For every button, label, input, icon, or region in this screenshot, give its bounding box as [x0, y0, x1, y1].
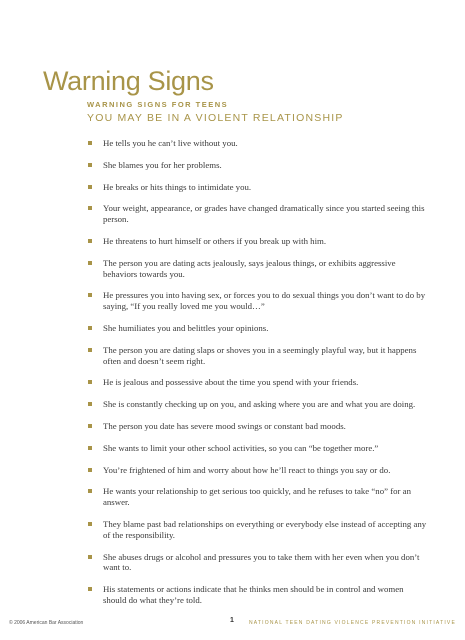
square-bullet-icon [88, 489, 92, 493]
list-item [87, 421, 427, 432]
warning-signs-list [87, 138, 427, 617]
list-item [87, 138, 427, 149]
square-bullet-icon [88, 522, 92, 526]
list-item-text: He threatens to hurt himself or others if you break up with him. [103, 235, 327, 246]
square-bullet-icon [88, 163, 92, 167]
list-item [87, 258, 427, 280]
list-item-text: She wants to limit your other school activities, so you can “be together more.” [103, 442, 379, 453]
list-item-text: The person you are dating slaps or shoves you in a seemingly playful way, but it happens often and doesn’t seem right. [103, 344, 417, 366]
list-item-text: He pressures you into having sex, or forces you to do sexual things you don’t want to do by saying, “If you really loved me you would…” [103, 290, 426, 312]
list-item-text: She blames you for her problems. [103, 159, 222, 170]
square-bullet-icon [88, 380, 92, 384]
square-bullet-icon [88, 446, 92, 450]
list-item-text: Your weight, appearance, or grades have changed dramatically since you started seeing this person. [103, 203, 425, 225]
square-bullet-icon [88, 261, 92, 265]
square-bullet-icon [88, 587, 92, 591]
square-bullet-icon [88, 293, 92, 297]
list-item-text: She is constantly checking up on you, and asking where you are and what you are doing. [103, 399, 416, 410]
list-item [87, 323, 427, 334]
list-item-text: She abuses drugs or alcohol and pressures you to take them with her even when you don’t want to. [103, 551, 420, 573]
list-item [87, 160, 427, 171]
footer-copyright: © 2006 American Bar Association [9, 620, 84, 626]
list-item-text: He wants your relationship to get serious too quickly, and he refuses to take “no” for an answer. [103, 486, 411, 508]
square-bullet-icon [88, 326, 92, 330]
list-item-text: He is jealous and possessive about the time you spend with your friends. [103, 377, 359, 388]
list-item [87, 584, 427, 606]
square-bullet-icon [88, 348, 92, 352]
list-item-text: He breaks or hits things to intimidate you. [103, 181, 252, 192]
square-bullet-icon [88, 185, 92, 189]
list-item [87, 443, 427, 454]
section-kicker: WARNING SIGNS FOR TEENS [87, 100, 229, 109]
list-item-text: The person you date has severe mood swings or constant bad moods. [103, 420, 346, 431]
page-number: 1 [230, 617, 234, 624]
list-item-text: His statements or actions indicate that he thinks men should be in control and women should do what they’re told. [103, 584, 404, 605]
list-item [87, 552, 427, 574]
list-item [87, 486, 427, 508]
list-item [87, 345, 427, 367]
list-item [87, 182, 427, 193]
section-heading: YOU MAY BE IN A VIOLENT RELATIONSHIP [87, 112, 344, 124]
list-item-text: He tells you he can’t live without you. [103, 138, 238, 148]
square-bullet-icon [88, 468, 92, 472]
footer-initiative: NATIONAL TEEN DATING VIOLENCE PREVENTION INITIATIVE [248, 620, 456, 626]
square-bullet-icon [88, 206, 92, 210]
list-item [87, 399, 427, 410]
list-item-text: The person you are dating acts jealously, says jealous things, or exhibits aggressive behaviors towards you. [103, 257, 396, 279]
list-item [87, 377, 427, 388]
list-item [87, 290, 427, 312]
square-bullet-icon [88, 424, 92, 428]
square-bullet-icon [88, 141, 92, 145]
list-item [87, 203, 427, 225]
list-item-text: She humiliates you and belittles your opinions. [103, 322, 269, 333]
square-bullet-icon [88, 402, 92, 406]
list-item [87, 236, 427, 247]
list-item [87, 519, 427, 541]
list-item-text: You’re frightened of him and worry about how he’ll react to things you say or do. [103, 464, 391, 475]
list-item-text: They blame past bad relationships on everything or everybody else instead of accepting any of the responsibility. [103, 518, 427, 540]
square-bullet-icon [88, 555, 92, 559]
page-title: Warning Signs [43, 66, 214, 97]
list-item [87, 465, 427, 476]
square-bullet-icon [88, 239, 92, 243]
